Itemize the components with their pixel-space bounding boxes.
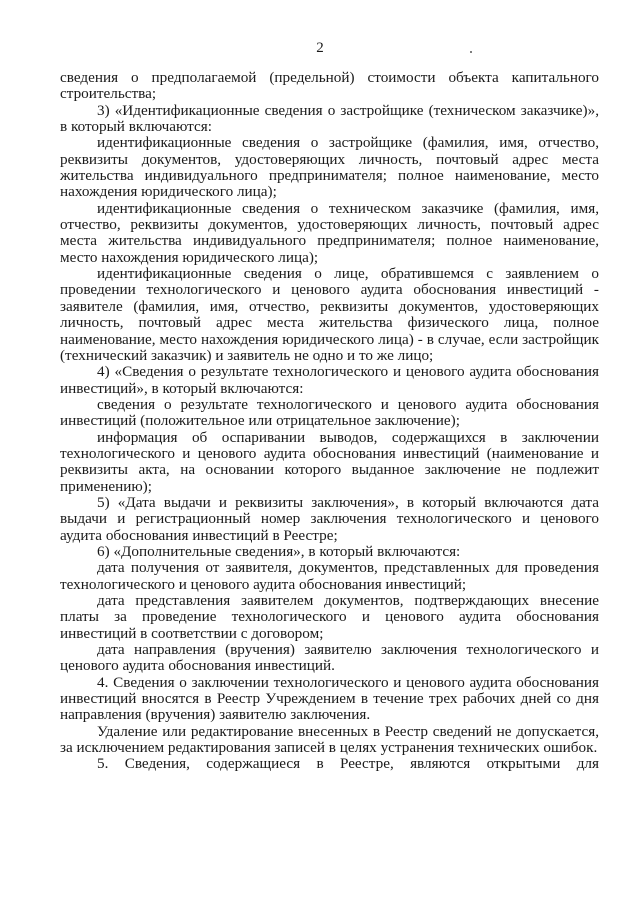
paragraph: дата получения от заявителя, документов, представленных для проведения технологического и ценового аудита обоснования инвестиций; — [60, 559, 599, 593]
paragraph: 4. Сведения о заключении технологического и ценового аудита обоснования инвестиций вносятся в Реестр Учреждением в течение трех рабочих дней со дня направления (вручения) заявителю заключения. — [60, 673, 599, 724]
paragraph: идентификационные сведения о лице, обратившемся с заявлением о проведении технологического и ценового аудита обоснования инвестиций - заявителе (фамилия, имя, отчество, реквизиты документов, удостоверяющих личность, почтовый адрес места жительства физического лица, полное наименование, место нахождения юридического лица) - в случае, если застройщик (технический заказчик) и заявитель не одно и то же лицо; — [60, 265, 599, 364]
paragraph: дата представления заявителем документов, подтверждающих внесение платы за проведение технологического и ценового аудита обоснования инвестиций в соответствии с договором; — [60, 592, 599, 642]
paragraph: 5) «Дата выдачи и реквизиты заключения», в который включаются дата выдачи и регистрационный номер заключения технологического и ценового аудита обоснования инвестиций в Реестре; — [60, 493, 599, 544]
paragraph: сведения о результате технологического и ценового аудита обоснования инвестиций (положительное или отрицательное заключение); — [60, 395, 599, 430]
paragraph: 3) «Идентификационные сведения о застройщике (техническом заказчике)», в который включаются: — [60, 101, 599, 136]
paragraph: информация об оспаривании выводов, содержащихся в заключении технологического и ценового аудита обоснования инвестиций (наименование и реквизиты акта, на основании которого выданное заключение не подлежит применению); — [60, 428, 599, 495]
paragraph: 4) «Сведения о результате технологического и ценового аудита обоснования инвестиций», в который включаются: — [60, 363, 599, 397]
paragraph: дата направления (вручения) заявителю заключения технологического и ценового аудита обоснования инвестиций. — [60, 641, 599, 675]
paragraph: Удаление или редактирование внесенных в Реестр сведений не допускается, за исключением редактирования записей в целях устранения технических ошибок. — [60, 722, 599, 757]
paragraph: идентификационные сведения о застройщике (фамилия, имя, отчество, реквизиты документов, удостоверяющих личность, почтовый адрес места жительства индивидуального предпринимателя; полное наименование, место нахождения юридического лица); — [60, 134, 599, 201]
paragraph: 6) «Дополнительные сведения», в который включаются: — [97, 542, 461, 560]
paragraph: идентификационные сведения о техническом заказчике (фамилия, имя, отчество, реквизиты документов, удостоверяющих личность, почтовый адрес места жительства индивидуального предпринимателя; полное наименование, место нахождения юридического лица); — [60, 199, 599, 266]
document-body — [60, 70, 599, 773]
paragraph: 5. Сведения, содержащиеся в Реестре, являются открытыми для — [97, 755, 599, 773]
scan-speck — [470, 51, 472, 53]
paragraph: сведения о предполагаемой (предельной) стоимости объекта капитального строительства; — [60, 69, 599, 103]
page-number: 2 — [316, 40, 324, 56]
